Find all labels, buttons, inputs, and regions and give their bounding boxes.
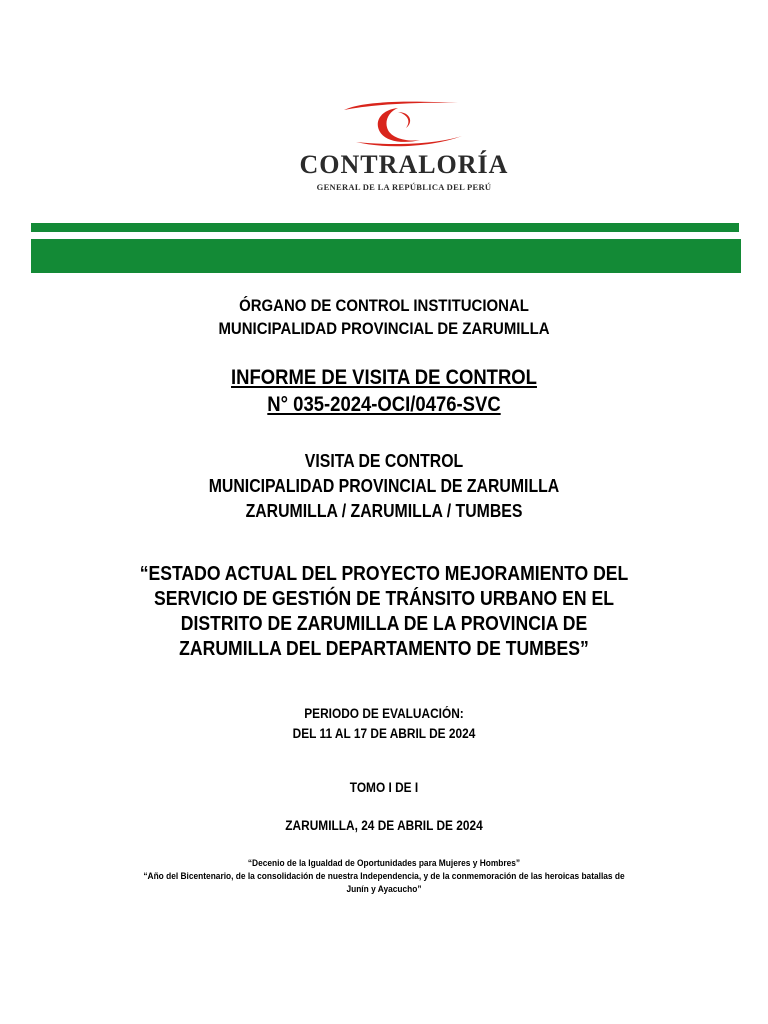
logo-swoosh-c (378, 108, 420, 142)
visit-type: VISITA DE CONTROL (304, 451, 464, 471)
evaluation-period-block (46, 704, 722, 744)
report-title: INFORME DE VISITA DE CONTROL (231, 366, 537, 389)
decade-line: “Año del Bicentenario, de la consolidación de nuestra Independencia, y de la conmemoración de las heroicas batallas de (143, 871, 625, 882)
logo-emblem-icon (340, 100, 468, 150)
subject-block (46, 562, 722, 662)
subject-line: SERVICIO DE GESTIÓN DE TRÁNSITO URBANO EN EL (154, 588, 614, 610)
logo-subtitle: GENERAL DE LA REPÚBLICA DEL PERÚ (316, 182, 492, 192)
organ-block (46, 294, 722, 340)
subject-line: “ESTADO ACTUAL DEL PROYECTO MEJORAMIENTO DEL (139, 563, 629, 585)
place-date (46, 816, 722, 836)
logo-swoosh-top (344, 102, 458, 110)
report-number: N° 035-2024-OCI/0476-SVC (267, 393, 501, 416)
report-title-block (46, 364, 722, 418)
period-label: PERIODO DE EVALUACIÓN: (304, 706, 464, 721)
contraloria-logo (272, 90, 536, 200)
visit-entity: MUNICIPALIDAD PROVINCIAL DE ZARUMILLA (208, 476, 560, 496)
subject-line: ZARUMILLA DEL DEPARTAMENTO DE TUMBES” (179, 638, 589, 660)
decades-block (46, 857, 722, 896)
volume-label (46, 778, 722, 798)
period-range: DEL 11 AL 17 DE ABRIL DE 2024 (292, 726, 476, 741)
decade-line: “Decenio de la Igualdad de Oportunidades para Mujeres y Hombres” (247, 858, 521, 869)
decade-line: Junín y Ayacucho” (346, 884, 422, 895)
volume-text: TOMO I DE I (349, 780, 419, 795)
green-band-thick (31, 239, 741, 273)
logo-name: CONTRALORÍA (299, 150, 509, 179)
logo-swoosh-inner (398, 112, 410, 128)
green-band-thin (31, 223, 739, 232)
subject-line: DISTRITO DE ZARUMILLA DE LA PROVINCIA DE (180, 613, 588, 635)
organ-name: ÓRGANO DE CONTROL INSTITUCIONAL (239, 296, 529, 315)
visit-location: ZARUMILLA / ZARUMILLA / TUMBES (245, 501, 523, 521)
visit-block (46, 449, 722, 524)
organ-entity: MUNICIPALIDAD PROVINCIAL DE ZARUMILLA (218, 319, 550, 338)
place-date-text: ZARUMILLA, 24 DE ABRIL DE 2024 (285, 818, 483, 833)
